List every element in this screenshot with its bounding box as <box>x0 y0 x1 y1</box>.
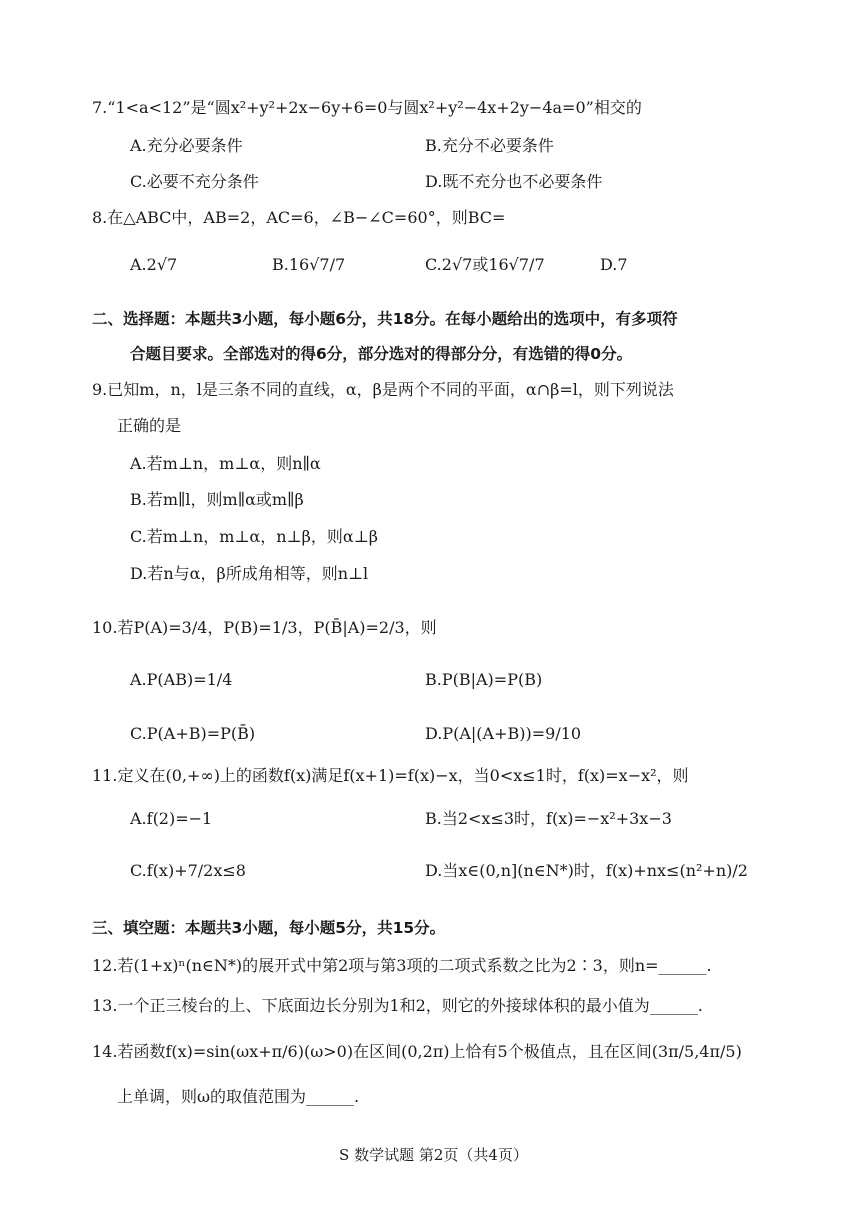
q9-stem-line2: 正确的是 <box>117 416 182 435</box>
section2-heading-line1: 二、选择题：本题共3小题，每小题6分，共18分。在每小题给出的选项中，有多项符 <box>92 310 678 328</box>
q10-stem: 10.若P(A)=3/4，P(B)=1/3，P(B̄|A)=2/3，则 <box>92 618 437 637</box>
q10-option-b: B.P(B|A)=P(B) <box>425 670 543 689</box>
q11-stem: 11.定义在(0,+∞)上的函数f(x)满足f(x+1)=f(x)−x，当0<x≤1时，f(x)=x−x²，则 <box>92 766 689 785</box>
q7-stem: 7.“1<a<12”是“圆x²+y²+2x−6y+6=0与圆x²+y²−4x+2y−4a=0”相交的 <box>92 98 642 117</box>
q14-line1: 14.若函数f(x)=sin(ωx+π/6)(ω>0)在区间(0,2π)上恰有5个极值点，且在区间(3π/5,4π/5) <box>92 1042 742 1061</box>
q11-option-a: A.f(2)=−1 <box>130 809 213 828</box>
q10-option-d: D.P(A|(A+B))=9/10 <box>425 724 582 743</box>
q9-stem-line1: 9.已知m，n，l是三条不同的直线，α，β是两个不同的平面，α∩β=l，则下列说法 <box>92 380 674 399</box>
q8-option-a: A.2√7 <box>130 255 178 274</box>
q9-option-a: A.若m⊥n，m⊥α，则n∥α <box>130 454 321 473</box>
q9-option-d: D.若n与α，β所成角相等，则n⊥l <box>130 564 369 583</box>
q9-option-c: C.若m⊥n，m⊥α，n⊥β，则α⊥β <box>130 527 379 546</box>
q11-option-c: C.f(x)+7/2x≤8 <box>130 861 246 880</box>
q12-text: 12.若(1+x)ⁿ(n∈N*)的展开式中第2项与第3项的二项式系数之比为2∶3，则n=______. <box>92 956 712 975</box>
q14-line2: 上单调，则ω的取值范围为______. <box>117 1087 360 1106</box>
q7-option-a: A.充分必要条件 <box>130 136 243 155</box>
q9-option-b: B.若m∥l，则m∥α或m∥β <box>130 490 304 509</box>
q7-option-c: C.必要不充分条件 <box>130 172 259 191</box>
page-footer: S 数学试题 第2页（共4页） <box>339 1146 528 1164</box>
section3-heading: 三、填空题：本题共3小题，每小题5分，共15分。 <box>92 919 446 937</box>
q11-option-b: B.当2<x≤3时，f(x)=−x²+3x−3 <box>425 809 672 828</box>
q8-option-c: C.2√7或16√7/7 <box>425 255 545 274</box>
q7-option-d: D.既不充分也不必要条件 <box>425 172 603 191</box>
q11-option-d: D.当x∈(0,n](n∈N*)时，f(x)+nx≤(n²+n)/2 <box>425 861 748 880</box>
q13-text: 13.一个正三棱台的上、下底面边长分别为1和2，则它的外接球体积的最小值为______. <box>92 996 703 1015</box>
q10-option-a: A.P(AB)=1/4 <box>130 670 233 689</box>
section2-heading-line2: 合题目要求。全部选对的得6分，部分选对的得部分分，有选错的得0分。 <box>130 345 633 363</box>
q8-option-d: D.7 <box>600 255 628 274</box>
q10-option-c: C.P(A+B)=P(B̄) <box>130 724 256 743</box>
q7-option-b: B.充分不必要条件 <box>425 136 554 155</box>
q8-option-b: B.16√7/7 <box>272 255 346 274</box>
q8-stem: 8.在△ABC中，AB=2，AC=6，∠B−∠C=60°，则BC= <box>92 208 506 227</box>
